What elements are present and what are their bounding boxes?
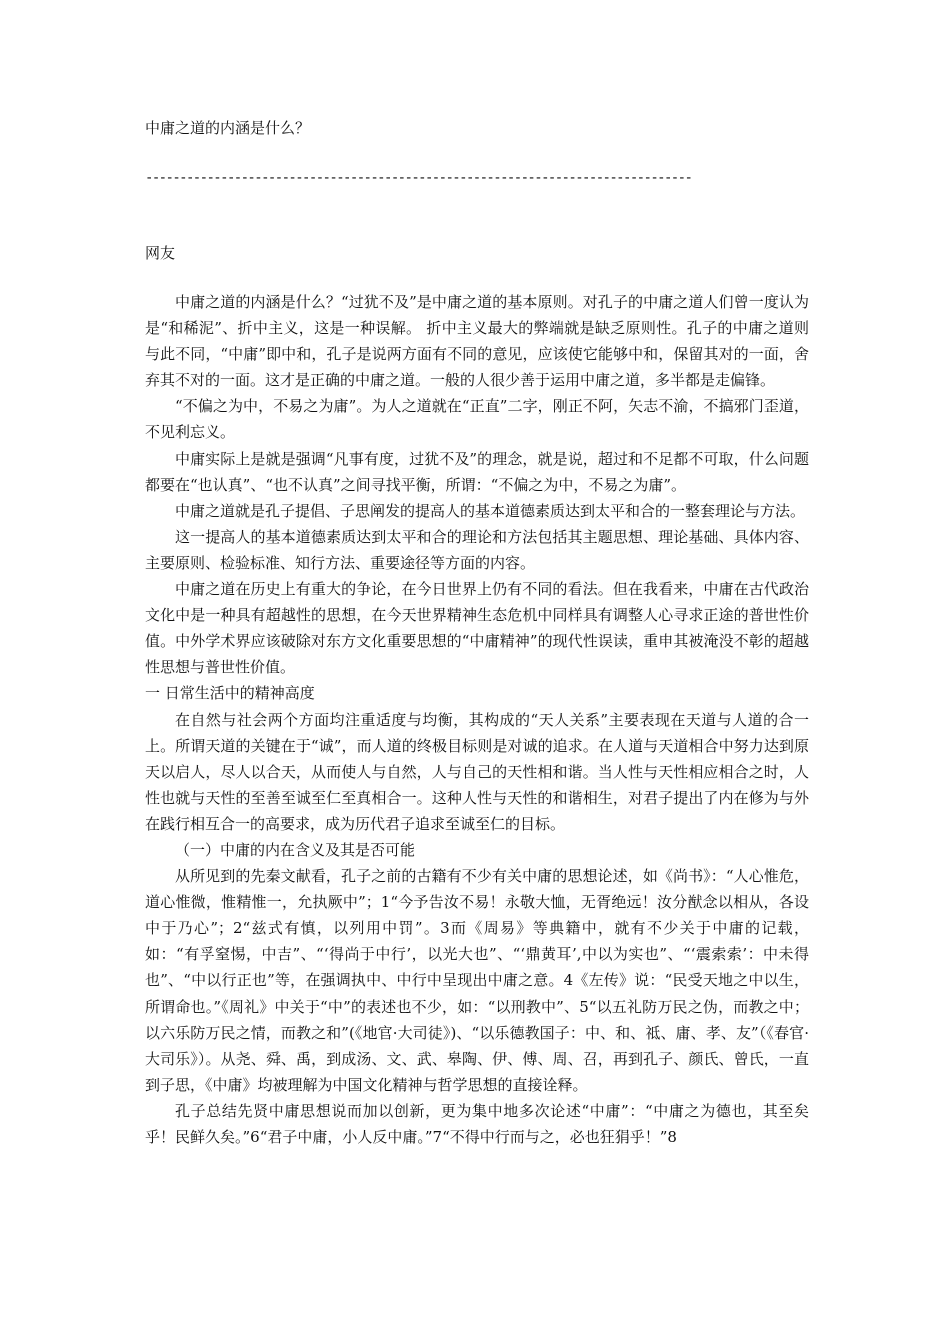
- paragraph: 中庸实际上是就是强调“凡事有度，过犹不及”的理念，就是说，超过和不足都不可取，什么问题都要在“也认真”、“也不认真”之间寻找平衡，所谓：“不偏之为中，不易之为庸”。: [145, 449, 809, 494]
- paragraph: 中庸之道在历史上有重大的争论，在今日世界上仍有不同的看法。但在我看来，中庸在古代政治文化中是一种具有超越性的思想，在今天世界精神生态危机中同样具有调整人心寻求正途的普世性价值。中外学术界应该破除对东方文化重要思想的“中庸精神”的现代性误读，重申其被淹没不彰的超越性思想与普世性价值。: [145, 580, 809, 677]
- paragraph: 这一提高人的基本道德素质达到太平和合的理论和方法包括其主题思想、理论基础、具体内容、主要原则、检验标准、知行方法、重要途径等方面的内容。: [145, 527, 809, 572]
- paragraph: 中庸之道就是孔子提倡、子思阐发的提高人的基本道德素质达到太平和合的一整套理论与方法。: [175, 501, 806, 520]
- paragraph: 中庸之道的内涵是什么？“过犹不及”是中庸之道的基本原则。对孔子的中庸之道人们曾一度认为是“和稀泥”、折中主义，这是一种误解。 折中主义最大的弊端就是缺乏原则性。孔子的中庸之道则与此不同，“中庸”即中和，孔子是说两方面有不同的意见，应该使它能够中和，保留其对的一面，舍弃其不对的一面。这才是正确的中庸之道。一般的人很少善于运用中庸之道，多半都是走偏锋。: [145, 293, 809, 390]
- paragraph: 在自然与社会两个方面均注重适度与均衡，其构成的“天人关系”主要表现在天道与人道的合一上。所谓天道的关键在于“诚”，而人道的终极目标则是对诚的追求。在人道与天道相合中努力达到原天以启人，尽人以合天，从而使人与自然，人与自己的天性相和谐。当人性与天性相应相合之时，人性也就与天性的至善至诚至仁至真相合一。这种人性与天性的和谐相生，对君子提出了内在修为与外在践行相互合一的高要求，成为历代君子追求至诚至仁的目标。: [145, 710, 809, 833]
- paragraph: 孔子总结先贤中庸思想说而加以创新，更为集中地多次论述“中庸”：“中庸之为德也，其至矣乎！民鲜久矣。”6“君子中庸，小人反中庸。”7“不得中行而与之，必也狂狷乎！”8: [145, 1101, 809, 1146]
- paragraph: “不偏之为中，不易之为庸”。为人之道就在“正直”二字，刚正不阿，矢志不渝，不搞邪门歪道，不见利忘义。: [145, 397, 809, 442]
- divider-line: --------------------------------------------------------------------------------: [145, 170, 692, 186]
- section-heading: 一 日常生活中的精神高度: [145, 684, 315, 703]
- article-body: [145, 289, 809, 1150]
- document-title: 中庸之道的内涵是什么？: [145, 119, 311, 137]
- paragraph: 从所见到的先秦文献看，孔子之前的古籍有不少有关中庸的思想论述，如《尚书》：“人心惟危，道心惟微，惟精惟一，允执厥中”；1“今予告汝不易！永敬大恤，无胥绝远！汝分猷念以相从，各设中于乃心”；2“兹式有慎，以列用中罚”。3而《周易》等典籍中，就有不少关于中庸的记载，如：“有孚窒惕，中吉”、“‘得尚于中行’，以光大也”、“‘鼎黄耳’,中以为实也”、“‘震索索’：中未得也”、“中以行正也”等，在强调执中、中行中呈现出中庸之意。4《左传》说：“民受天地之中以生，所谓命也。”《周礼》中关于“中”的表述也不少，如：“以刑教中”、5“以五礼防万民之伪，而教之中；以六乐防万民之情，而教之和”(《地官·大司徒》)、“以乐德教国子：中、和、祗、庸、孝、友”（《春官·大司乐》）。从尧、舜、禹，到成汤、文、武、皋陶、伊、傅、周、召，再到孔子、颜氏、曾氏，一直到子思，《中庸》均被理解为中国文化精神与哲学思想的直接诠释。: [145, 867, 809, 1094]
- author-label: 网友: [145, 244, 176, 262]
- subsection-heading: （一）中庸的内在含义及其是否可能: [175, 840, 416, 859]
